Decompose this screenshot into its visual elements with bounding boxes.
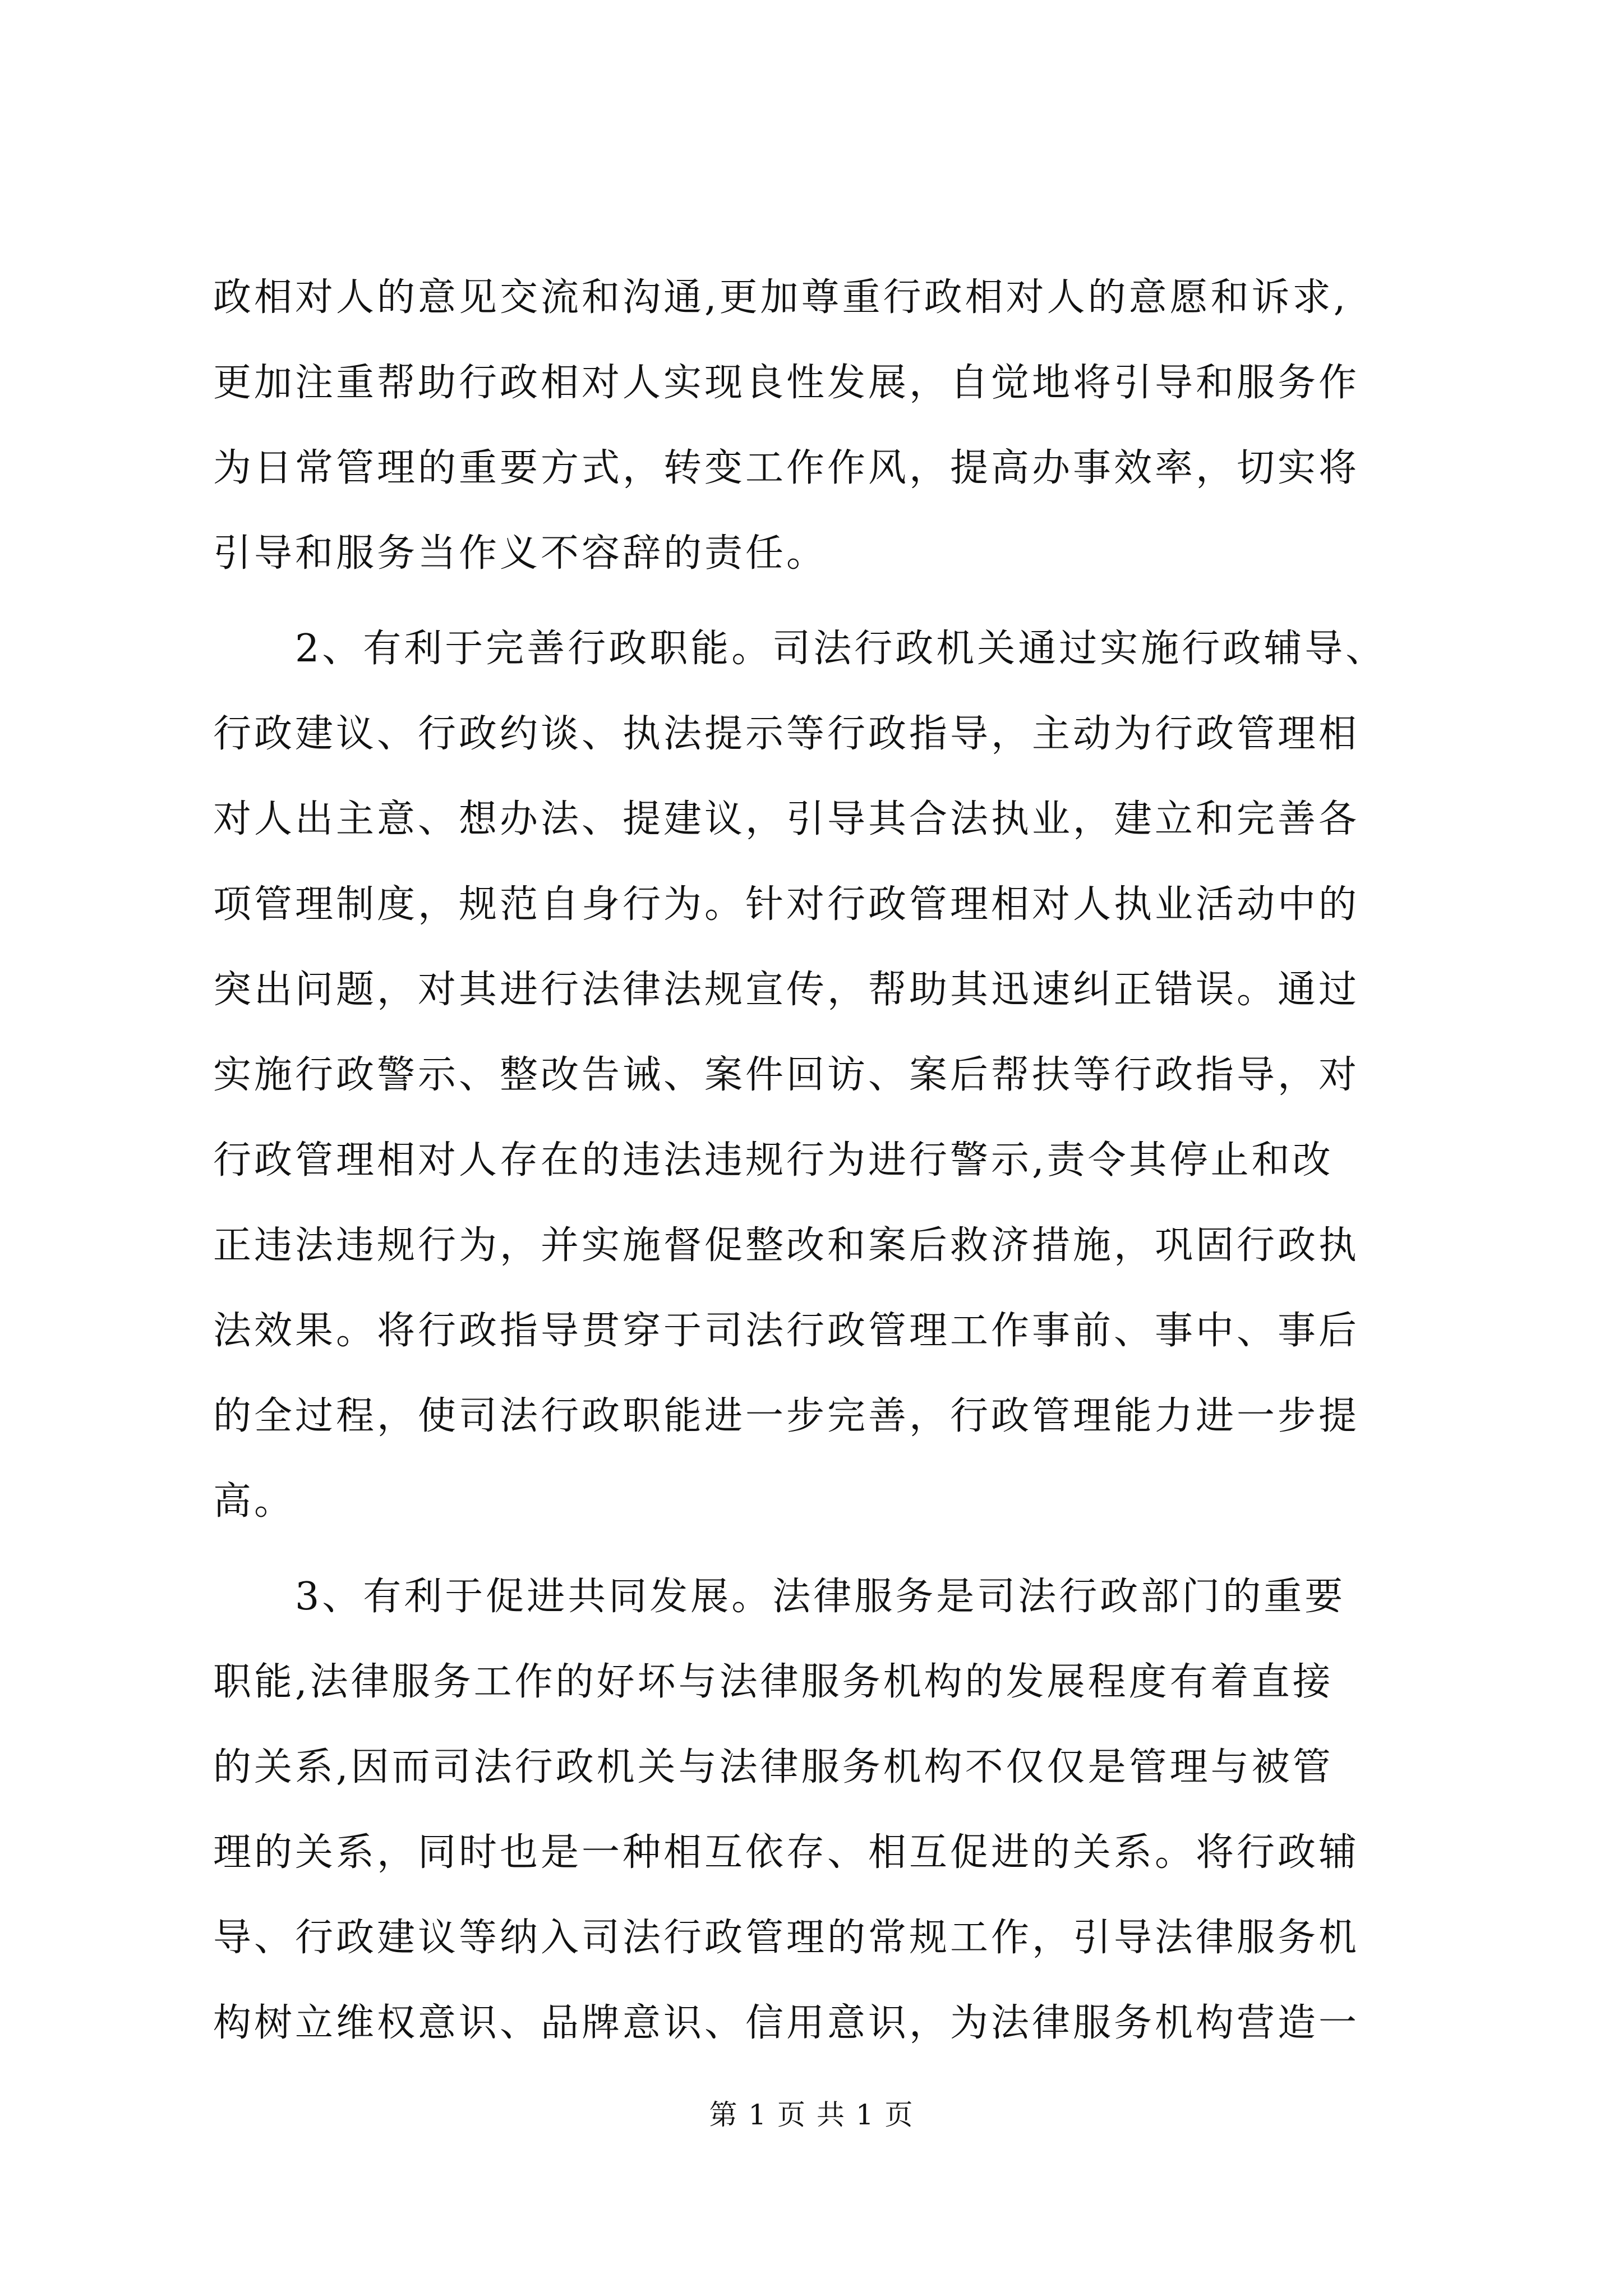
page-footer: 第 1 页 共 1 页 [709,2099,914,2131]
text-line: 突出问题，对其进行法律法规宣传，帮助其迅速纠正错误。通过 [213,968,1360,1012]
text-line: 2、有利于完善行政职能。司法行政机关通过实施行政辅导、 [295,627,1387,671]
text-line: 职能,法律服务工作的好坏与法律服务机构的发展程度有着直接 [213,1660,1334,1704]
text-line: 法效果。将行政指导贯穿于司法行政管理工作事前、事中、事后 [213,1309,1360,1353]
text-line: 高。 [213,1479,296,1524]
paragraph-2 [213,606,1424,1544]
text-line: 正违法违规行为，并实施督促整改和案后救济措施，巩固行政执 [213,1223,1360,1268]
text-line: 行政管理相对人存在的违法违规行为进行警示,责令其停止和改 [213,1138,1334,1182]
text-line: 3、有利于促进共同发展。法律服务是司法行政部门的重要 [295,1575,1346,1619]
text-line: 政相对人的意见交流和沟通,更加尊重行政相对人的意愿和诉求, [213,275,1349,320]
paragraph-3 [213,1554,1424,2066]
text-line: 对人出主意、想办法、提建议，引导其合法执业，建立和完善各 [213,797,1360,841]
text-line: 引导和服务当作义不容辞的责任。 [213,531,828,576]
text-line: 构树立维权意识、品牌意识、信用意识，为法律服务机构营造一 [213,2001,1360,2045]
text-line: 更加注重帮助行政相对人实现良性发展，自觉地将引导和服务作 [213,361,1360,405]
text-line: 理的关系，同时也是一种相互依存、相互促进的关系。将行政辅 [213,1830,1360,1875]
text-line: 为日常管理的重要方式，转变工作作风，提高办事效率，切实将 [213,446,1360,490]
text-line: 实施行政警示、整改告诫、案件回访、案后帮扶等行政指导，对 [213,1053,1360,1097]
text-line: 项管理制度，规范自身行为。针对行政管理相对人执业活动中的 [213,882,1360,927]
paragraph-gap [213,596,1424,606]
text-line: 的全过程，使司法行政职能进一步完善，行政管理能力进一步提 [213,1394,1360,1438]
paragraph-gap [213,1544,1424,1554]
text-line: 行政建议、行政约谈、执法提示等行政指导，主动为行政管理相 [213,712,1360,756]
text-line: 导、行政建议等纳入司法行政管理的常规工作，引导法律服务机 [213,1916,1360,1960]
document-body [213,255,1424,2066]
text-line: 的关系,因而司法行政机关与法律服务机构不仅仅是管理与被管 [213,1745,1334,1789]
paragraph-1 [213,255,1424,596]
